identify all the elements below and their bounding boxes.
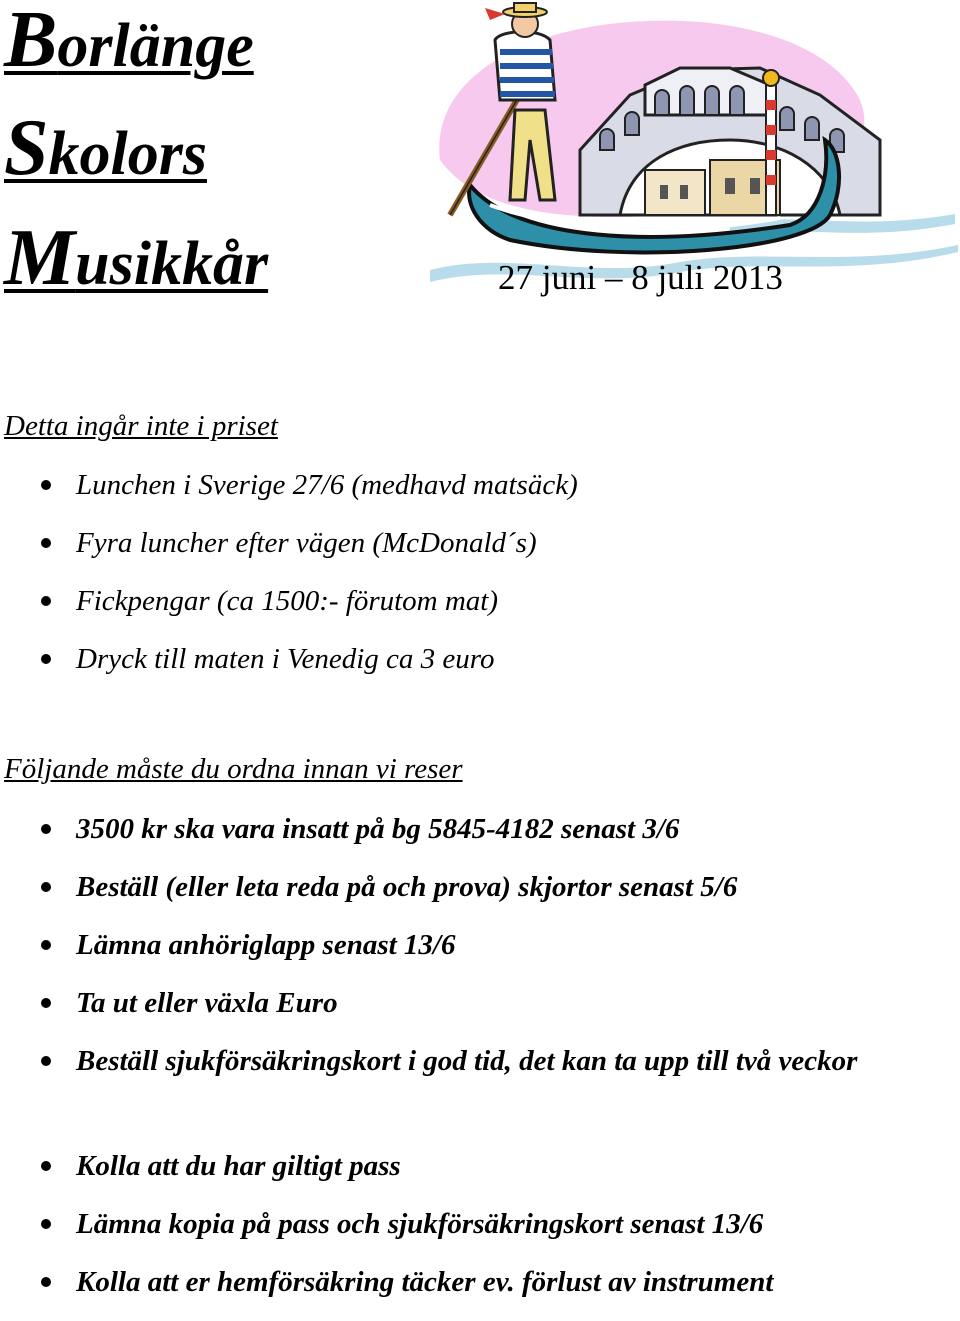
- list-item: [0, 810, 876, 868]
- heading-not-included: Detta ingår inte i priset: [4, 410, 278, 442]
- list-item: [0, 524, 578, 582]
- list-item-text: Kolla att er hemförsäkring täcker ev. förlust av instrument: [76, 1266, 774, 1298]
- title-line-musikkar: [4, 214, 269, 302]
- list-item: [0, 1033, 876, 1147]
- list-item: [0, 640, 578, 698]
- bullet-icon: [41, 654, 51, 664]
- list-item-text: Fickpengar (ca 1500:- förutom mat): [76, 585, 499, 617]
- list-item-text: Beställ sjukförsäkringskort i god tid, det kan ta upp till två veckor: [76, 1045, 858, 1077]
- list-item-text: 3500 kr ska vara insatt på bg 5845-4182 senast 3/6: [76, 813, 680, 845]
- bullet-icon: [41, 940, 51, 950]
- bullet-icon: [41, 1056, 51, 1066]
- bullet-icon: [41, 882, 51, 892]
- list-item: [0, 868, 876, 926]
- title-cap-s: S: [4, 104, 49, 192]
- bullet-icon: [41, 1161, 51, 1171]
- title-cap-m: M: [4, 214, 76, 302]
- title-rest-b: orlänge: [57, 12, 254, 80]
- list-item-text: Dryck till maten i Venedig ca 3 euro: [76, 643, 495, 675]
- list-item-text: Fyra luncher efter vägen (McDonald´s): [76, 527, 537, 559]
- list-item: [0, 1263, 876, 1321]
- list-item: [0, 582, 578, 640]
- list-item-text: Beställ (eller leta reda på och prova) skjortor senast 5/6: [76, 871, 738, 903]
- before-travel-list: [0, 810, 876, 1321]
- heading-before-travel: Följande måste du ordna innan vi reser: [4, 753, 463, 785]
- bullet-icon: [41, 538, 51, 548]
- list-item: [0, 1147, 876, 1205]
- title-line-skolors: [4, 104, 207, 192]
- gondola-venice-icon: [430, 0, 960, 290]
- date-range: 27 juni – 8 juli 2013: [498, 258, 783, 297]
- title-rest-s: kolors: [48, 120, 207, 188]
- list-item-text: Lunchen i Sverige 27/6 (medhavd matsäck): [76, 469, 578, 501]
- not-included-list: [0, 466, 578, 698]
- list-item: [0, 466, 578, 524]
- list-item: [0, 926, 876, 984]
- bullet-icon: [41, 480, 51, 490]
- title-line-borlange: [4, 0, 254, 84]
- bullet-icon: [41, 824, 51, 834]
- list-item-text: Lämna anhöriglapp senast 13/6: [76, 929, 456, 961]
- title-cap-b: B: [4, 0, 58, 84]
- list-item-text: Lämna kopia på pass och sjukförsäkringskort senast 13/6: [76, 1208, 764, 1240]
- bullet-icon: [41, 1277, 51, 1287]
- bullet-icon: [41, 1219, 51, 1229]
- bullet-icon: [41, 596, 51, 606]
- bullet-icon: [41, 998, 51, 1008]
- list-item-text: Ta ut eller växla Euro: [76, 987, 338, 1019]
- list-item: [0, 1205, 876, 1263]
- title-rest-m: usikkår: [75, 230, 269, 298]
- list-item-text: Kolla att du har giltigt pass: [76, 1150, 401, 1182]
